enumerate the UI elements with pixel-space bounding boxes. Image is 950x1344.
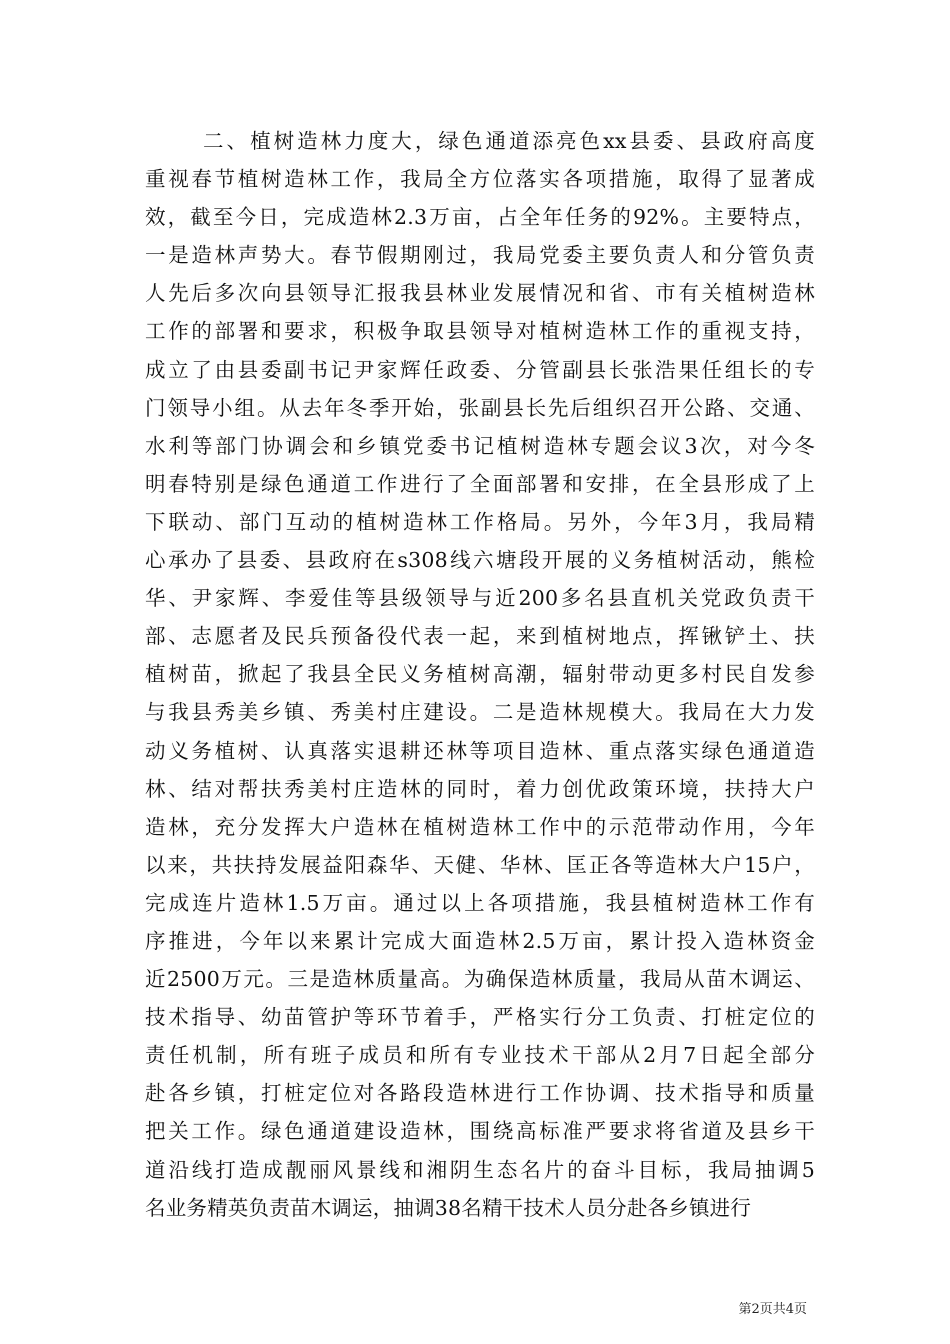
paragraph-line: 与我县秀美乡镇、秀美村庄建设。二是造林规模大。我局在大力发: [145, 700, 815, 725]
paragraph-line: 造林，充分发挥大户造林在植树造林工作中的示范带动作用，今年: [145, 814, 815, 839]
paragraph-line: 门领导小组。从去年冬季开始，张副县长先后组织召开公路、交通、: [145, 395, 815, 420]
paragraph-line: 道沿线打造成靓丽风景线和湘阴生态名片的奋斗目标，我局抽调5: [145, 1157, 815, 1182]
paragraph-line: 华、尹家辉、李爱佳等县级领导与近200多名县直机关党政负责干: [145, 586, 815, 611]
body-paragraph: [145, 122, 815, 1227]
paragraph-line: 水利等部门协调会和乡镇党委书记植树造林专题会议3次，对今冬: [145, 433, 815, 458]
paragraph-line: 明春特别是绿色通道工作进行了全面部署和安排，在全县形成了上: [145, 471, 815, 496]
paragraph-line: 心承办了县委、县政府在s308线六塘段开展的义务植树活动，熊检: [145, 548, 815, 573]
page-number: 第2页共4页: [738, 1302, 807, 1317]
paragraph-line: 以来，共扶持发展益阳森华、天健、华林、匡正各等造林大户15户，: [145, 852, 815, 877]
paragraph-line: 技术指导、幼苗管护等环节着手，严格实行分工负责、打桩定位的: [145, 1005, 815, 1030]
paragraph-line: 序推进，今年以来累计完成大面造林2.5万亩，累计投入造林资金: [145, 928, 815, 953]
paragraph-line: 下联动、部门互动的植树造林工作格局。另外，今年3月，我局精: [145, 509, 815, 534]
paragraph-line: 完成连片造林1.5万亩。通过以上各项措施，我县植树造林工作有: [145, 890, 815, 915]
paragraph-line: 部、志愿者及民兵预备役代表一起，来到植树地点，挥锹铲土、扶: [145, 624, 815, 649]
paragraph-line: 工作的部署和要求，积极争取县领导对植树造林工作的重视支持，: [145, 319, 815, 344]
paragraph-line: 赴各乡镇，打桩定位对各路段造林进行工作协调、技术指导和质量: [145, 1081, 815, 1106]
paragraph-line: 一是造林声势大。春节假期刚过，我局党委主要负责人和分管负责: [145, 243, 815, 268]
paragraph-line: 人先后多次向县领导汇报我县林业发展情况和省、市有关植树造林: [145, 281, 815, 306]
paragraph-line: 植树苗，掀起了我县全民义务植树高潮，辐射带动更多村民自发参: [145, 662, 815, 687]
paragraph-line: 名业务精英负责苗木调运，抽调38名精干技术人员分赴各乡镇进行: [145, 1195, 752, 1220]
paragraph-line: 重视春节植树造林工作，我局全方位落实各项措施，取得了显著成: [145, 167, 815, 192]
paragraph-line: 近2500万元。三是造林质量高。为确保造林质量，我局从苗木调运、: [145, 967, 815, 992]
paragraph-line: 效，截至今日，完成造林2.3万亩，占全年任务的92%。主要特点，: [145, 205, 815, 230]
paragraph-line: 责任机制，所有班子成员和所有专业技术干部从2月7日起全部分: [145, 1043, 815, 1068]
paragraph-line: 二、植树造林力度大，绿色通道添亮色xx县委、县政府高度: [203, 129, 815, 153]
paragraph-line: 把关工作。绿色通道建设造林，围绕高标准严要求将省道及县乡干: [145, 1119, 815, 1144]
paragraph-line: 动义务植树、认真落实退耕还林等项目造林、重点落实绿色通道造: [145, 738, 815, 763]
paragraph-line: 林、结对帮扶秀美村庄造林的同时，着力创优政策环境，扶持大户: [145, 776, 815, 801]
paragraph-line: 成立了由县委副书记尹家辉任政委、分管副县长张浩果任组长的专: [145, 357, 815, 382]
